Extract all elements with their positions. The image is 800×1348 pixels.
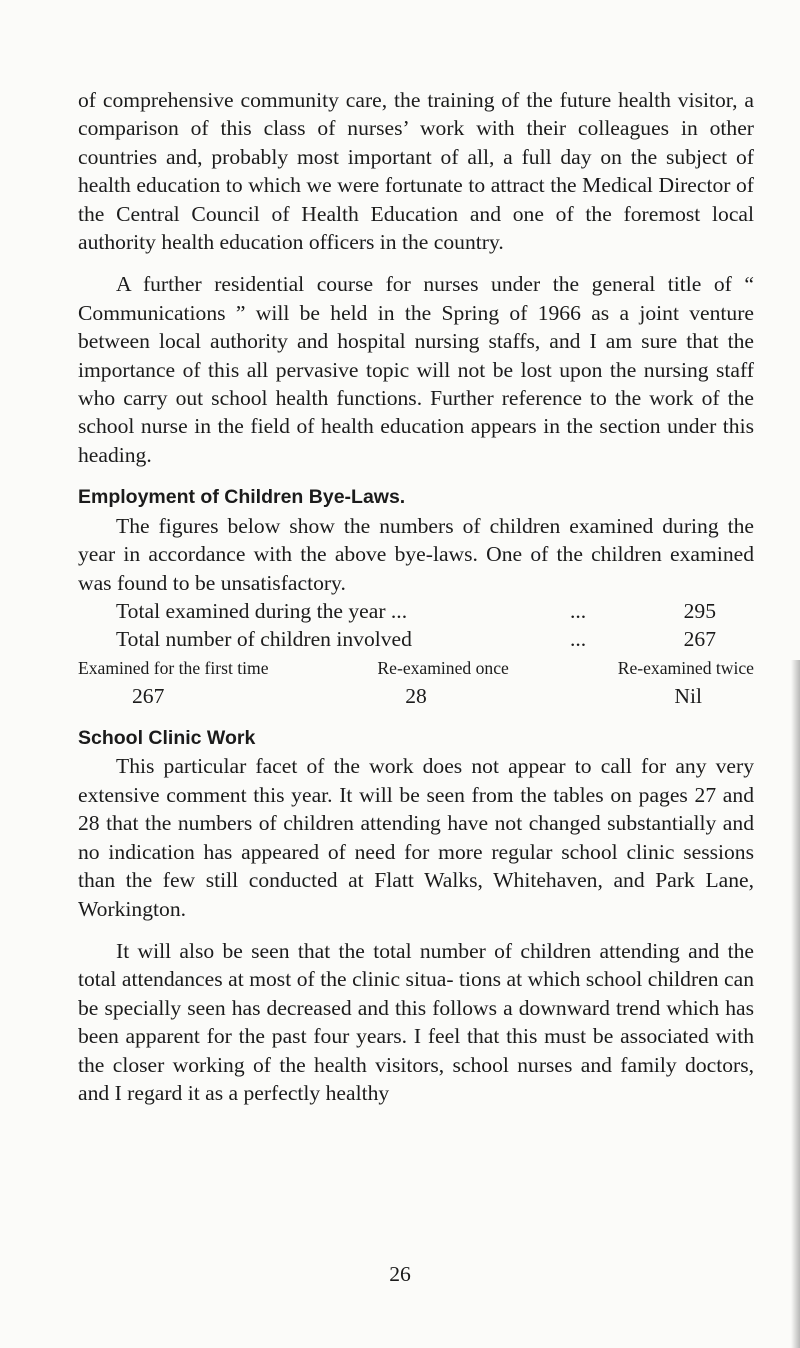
- table-header-cell: Examined for the first time: [78, 657, 269, 678]
- table-header-cell: Re-examined once: [377, 657, 509, 678]
- paragraph-communications-course: A further residential course for nurses under the general title of “ Communications ” will be held in the Spring of 1966 as a joint venture between local authority and hospital nursing staffs, and I am sure that the importance of this all pervasive topic will not be lost upon the nursing staff who carry out school health functions. Further reference to the work of the school nurse in the field of health education appears in the section under this heading.: [78, 272, 754, 467]
- stat-value: 267: [683, 627, 716, 652]
- paragraph-clinic-2: It will also be seen that the total number of children attending and the total attendances at most of the clinic situa- tions at which school children can be specially seen has decreased and this follows a downward trend which has been apparent for the past four years. I feel that this must be associated with the closer working of the health visitors, school nurses and family doctors, and I regard it as a perfectly healthy: [78, 938, 754, 1105]
- stat-row-children-involved: [78, 625, 754, 653]
- stat-value: 295: [683, 598, 716, 623]
- stat-leader-dots: ...: [570, 627, 587, 652]
- stat-label: Total number of children involved: [116, 627, 412, 652]
- paragraph-employment-intro: The figures below show the numbers of children examined during the year in accordance with the above bye-laws. One of the children examined was found to be unsatisfactory.: [78, 513, 754, 595]
- text-column: [78, 86, 754, 1107]
- exam-table-values: [78, 682, 754, 710]
- page-number: 26: [389, 1262, 411, 1286]
- page-edge-shadow: [791, 660, 800, 1348]
- section-heading-school-clinic: School Clinic Work: [78, 727, 256, 750]
- paragraph-continuation: of comprehensive community care, the training of the future health visitor, a comparison of this class of nurses’ work with their colleagues in other countries and, probably most important of all, a full day on the subject of health education to which we were fortunate to attract the Medical Director of the Central Council of Health Education and one of the foremost local authority health education officers in the country.: [78, 88, 754, 255]
- table-cell: 267: [132, 683, 165, 708]
- section-heading-employment: Employment of Children Bye-Laws.: [78, 486, 406, 509]
- stat-label: Total examined during the year ...: [116, 598, 408, 623]
- paragraph-clinic-1: This particular facet of the work does not appear to call for any very extensive comment this year. It will be seen from the tables on pages 27 and 28 that the numbers of children attending have not changed substantially and no indication has appeared of need for more regular school clinic sessions than the few still conducted at Flatt Walks, Whitehaven, and Park Lane, Workington.: [78, 754, 754, 921]
- table-cell: Nil: [674, 683, 702, 708]
- stat-leader-dots: ...: [570, 598, 587, 623]
- table-cell: 28: [405, 683, 427, 708]
- stat-row-total-examined: [78, 597, 754, 625]
- exam-table-header: [78, 654, 754, 682]
- table-header-cell: Re-examined twice: [617, 657, 754, 678]
